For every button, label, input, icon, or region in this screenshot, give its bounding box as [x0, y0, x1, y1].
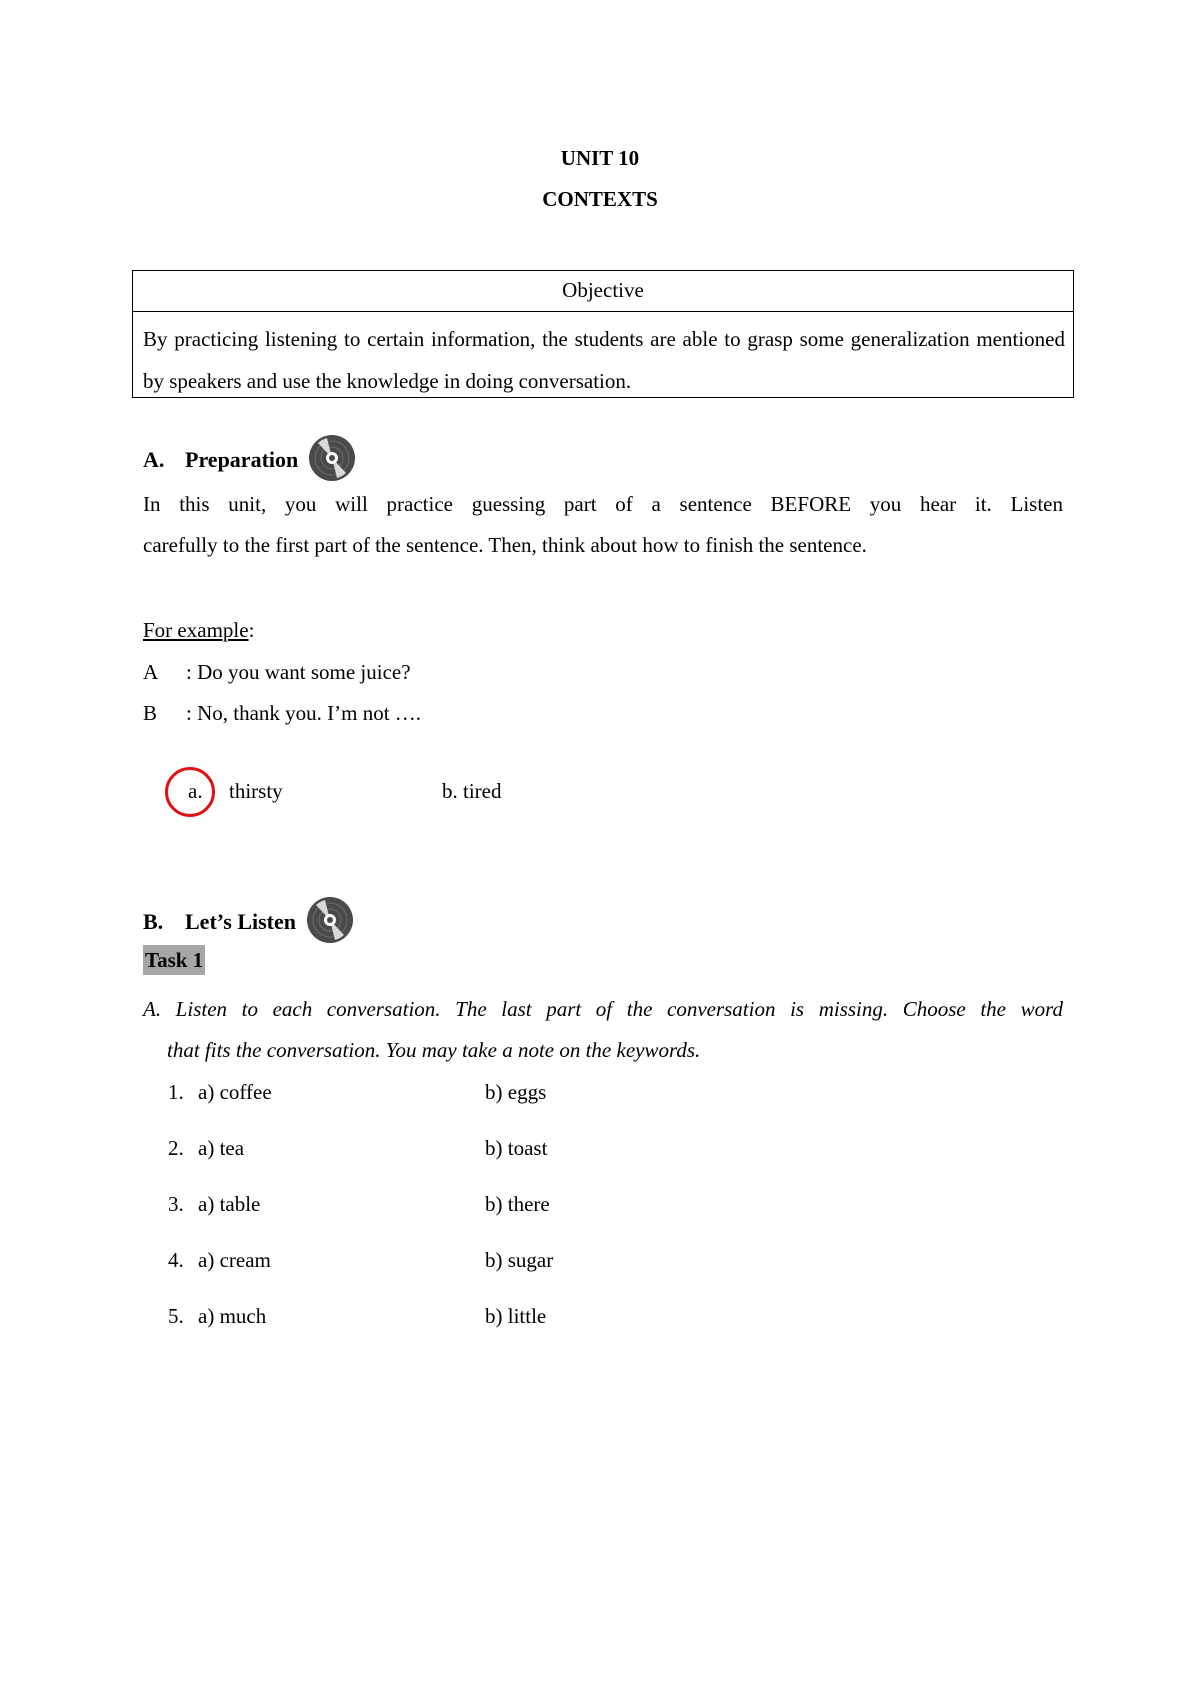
- example-option-a-word: thirsty: [229, 779, 283, 803]
- section-a-letter: A.: [143, 447, 165, 473]
- item-option-a: a) tea: [198, 1136, 245, 1160]
- item-option-b: b) toast: [485, 1136, 548, 1160]
- objective-text: By practicing listening to certain information, the students are able to grasp some generalization mentioned by speakers and use the knowledge in doing conversation.: [143, 327, 1065, 393]
- item-option-a: a) cream: [198, 1248, 271, 1272]
- dialogue-text: : Do you want some juice?: [186, 660, 411, 684]
- item-option-b: b) sugar: [485, 1248, 554, 1272]
- section-b-letter: B.: [143, 909, 164, 935]
- dialogue-speaker: B: [143, 701, 158, 725]
- item-option-a: a) coffee: [198, 1080, 272, 1104]
- example-option-b: b. tired: [442, 779, 502, 803]
- item-option-b: b) little: [485, 1304, 547, 1328]
- item-option-a: a) table: [198, 1192, 261, 1216]
- item-option-b: b) there: [485, 1192, 550, 1216]
- intro-line-2: carefully to the first part of the sentence. Then, think about how to finish the sentence.: [143, 533, 867, 557]
- objective-box: [132, 270, 1074, 398]
- item-number: 1.: [168, 1080, 184, 1104]
- item-option-a: a) much: [198, 1304, 267, 1328]
- cd-disc-icon: [308, 434, 356, 482]
- dialogue-line: [143, 652, 411, 693]
- item-number: 5.: [168, 1304, 184, 1328]
- example-option-a-letter: a.: [188, 779, 203, 803]
- intro-line-1: In this unit, you will practice guessing part of a sentence BEFORE you hear it. Listen: [143, 492, 1063, 516]
- task-instruction-line-2: that fits the conversation. You may take a note on the keywords.: [167, 1038, 701, 1062]
- example-colon: :: [248, 618, 255, 642]
- dialogue-text: : No, thank you. I’m not ….: [186, 701, 422, 725]
- objective-heading: Objective: [133, 271, 1073, 312]
- item-number: 2.: [168, 1136, 184, 1160]
- example-label: For example: [143, 618, 249, 642]
- unit-number: UNIT 10: [560, 146, 640, 170]
- item-number: 4.: [168, 1248, 184, 1272]
- section-b-heading: [143, 900, 354, 948]
- section-a-title: Preparation: [185, 447, 299, 473]
- page-title: CONTEXTS: [542, 187, 658, 211]
- dialogue-line: [143, 693, 421, 734]
- section-b-title: Let’s Listen: [185, 909, 297, 935]
- item-option-b: b) eggs: [485, 1080, 547, 1104]
- task-instruction-line-1: A. Listen to each conversation. The last part of the conversation is missing. Choose the word: [143, 997, 1063, 1021]
- cd-disc-icon: [306, 896, 354, 944]
- example-label-row: [143, 610, 254, 651]
- section-a-heading: [143, 438, 356, 486]
- dialogue-speaker: A: [143, 660, 159, 684]
- task-label: Task 1: [143, 945, 205, 975]
- item-number: 3.: [168, 1192, 184, 1216]
